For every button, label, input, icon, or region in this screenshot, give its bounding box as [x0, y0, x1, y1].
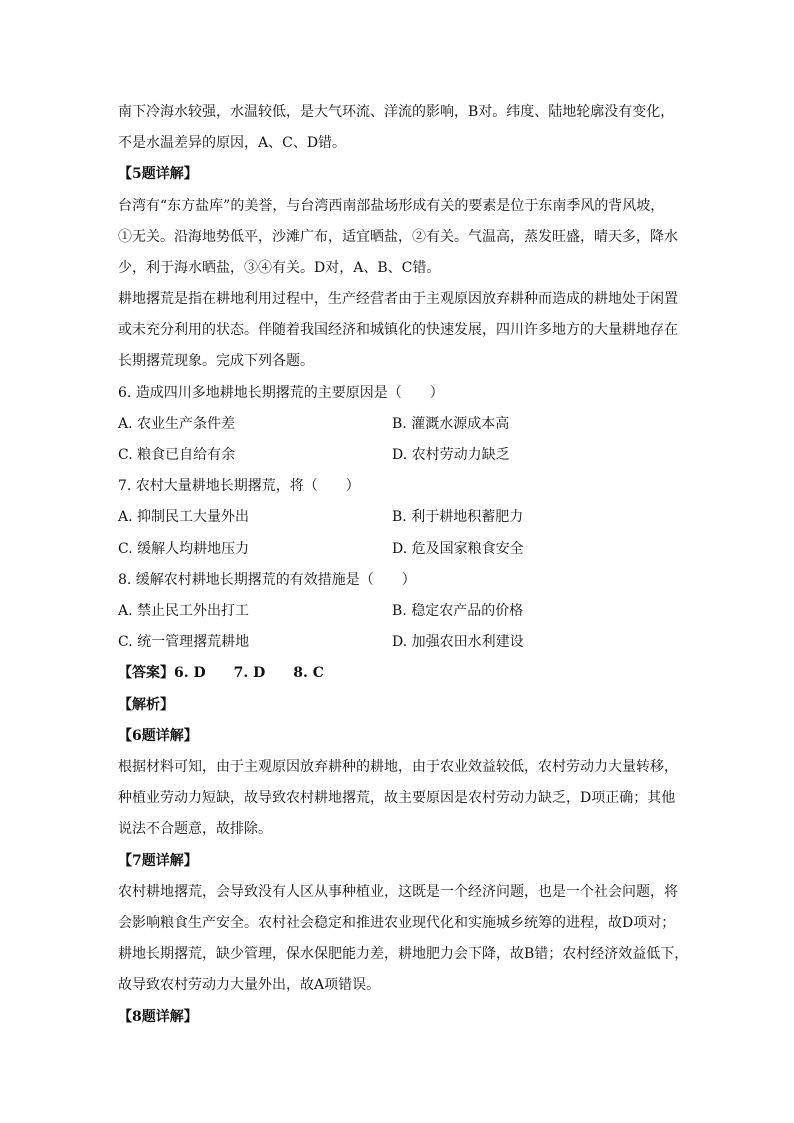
q6-explanation-line-3: 说法不合题意，故排除。 [118, 821, 272, 837]
paragraph-top-line-1: 南下冷海水较强，水温较低，是大气环流、洋流的影响，B对。纬度、陆地轮廓没有变化， [118, 104, 675, 120]
q7-explanation-line-2: 会影响粮食生产安全。农村社会稳定和推进农业现代化和实施城乡统筹的进程，故D项对； [118, 915, 676, 931]
paragraph-top-line-2: 不是水温差异的原因，A、C、D错。 [118, 135, 347, 151]
q7-option-a: A. 抑制民工大量外出 [118, 509, 250, 525]
q8-explanation-heading: 【8题详解】 [118, 1009, 198, 1025]
q6-explanation-line-1: 根据材料可知，由于主观原因放弃耕种的耕地，由于农业效益较低，农村劳动力大量转移， [118, 759, 678, 775]
q7-explanation-heading: 【7题详解】 [118, 853, 198, 869]
q7-explanation-line-3: 耕地长期撂荒，缺少管理，保水保肥能力差，耕地肥力会下降，故B错；农村经济效益低下， [118, 946, 689, 962]
q5-body-line-2: ①无关。沿海地势低平，沙滩广布，适宜晒盐，②有关。气温高，蒸发旺盛，晴天多，降水 [118, 229, 678, 245]
q5-body-line-1: 台湾有“东方盐库”的美誉，与台湾西南部盐场形成有关的要素是位于东南季风的背风坡， [118, 198, 665, 214]
q5-heading: 【5题详解】 [118, 166, 198, 182]
q6-option-b: B. 灌溉水源成本高 [392, 416, 510, 432]
q6-explanation-line-2: 种植业劳动力短缺，故导致农村耕地撂荒，故主要原因是农村劳动力缺乏，D项正确；其他 [118, 790, 676, 806]
q7-explanation-line-4: 故导致农村劳动力大量外出，故A项错误。 [118, 977, 381, 993]
q6-option-c: C. 粮食已自给有余 [118, 447, 236, 463]
analysis-heading: 【解析】 [118, 697, 174, 713]
q7-option-c: C. 缓解人均耕地压力 [118, 541, 250, 557]
material-line-1: 耕地撂荒是指在耕地利用过程中，生产经营者由于主观原因放弃耕种而造成的耕地处于闲置 [118, 291, 678, 307]
q7-explanation-line-1: 农村耕地撂荒，会导致没有人区从事种植业，这既是一个经济问题，也是一个社会问题，将 [118, 884, 678, 900]
q8-option-b: B. 稳定农产品的价格 [392, 603, 524, 619]
q5-body-line-3: 少，利于海水晒盐，③④有关。D对，A、B、C错。 [118, 260, 441, 276]
material-line-2: 或未充分利用的状态。伴随着我国经济和城镇化的快速发展，四川许多地方的大量耕地存在 [118, 322, 678, 338]
q7-option-d: D. 危及国家粮食安全 [392, 541, 524, 557]
q7-option-b: B. 利于耕地积蓄肥力 [392, 509, 524, 525]
q7-stem: 7. 农村大量耕地长期撂荒，将（ ） [118, 478, 360, 494]
q8-option-a: A. 禁止民工外出打工 [118, 603, 250, 619]
q8-option-c: C. 统一管理撂荒耕地 [118, 634, 250, 650]
q8-option-d: D. 加强农田水利建设 [392, 634, 524, 650]
q6-stem: 6. 造成四川多地耕地长期撂荒的主要原因是（ ） [118, 385, 444, 401]
q6-option-d: D. 农村劳动力缺乏 [392, 447, 510, 463]
q8-stem: 8. 缓解农村耕地长期撂荒的有效措施是（ ） [118, 572, 416, 588]
answer-line: 【答案】6. D 7. D 8. C [118, 665, 324, 681]
q6-option-a: A. 农业生产条件差 [118, 416, 236, 432]
q6-explanation-heading: 【6题详解】 [118, 728, 198, 744]
material-line-3: 长期撂荒现象。完成下列各题。 [118, 353, 314, 369]
